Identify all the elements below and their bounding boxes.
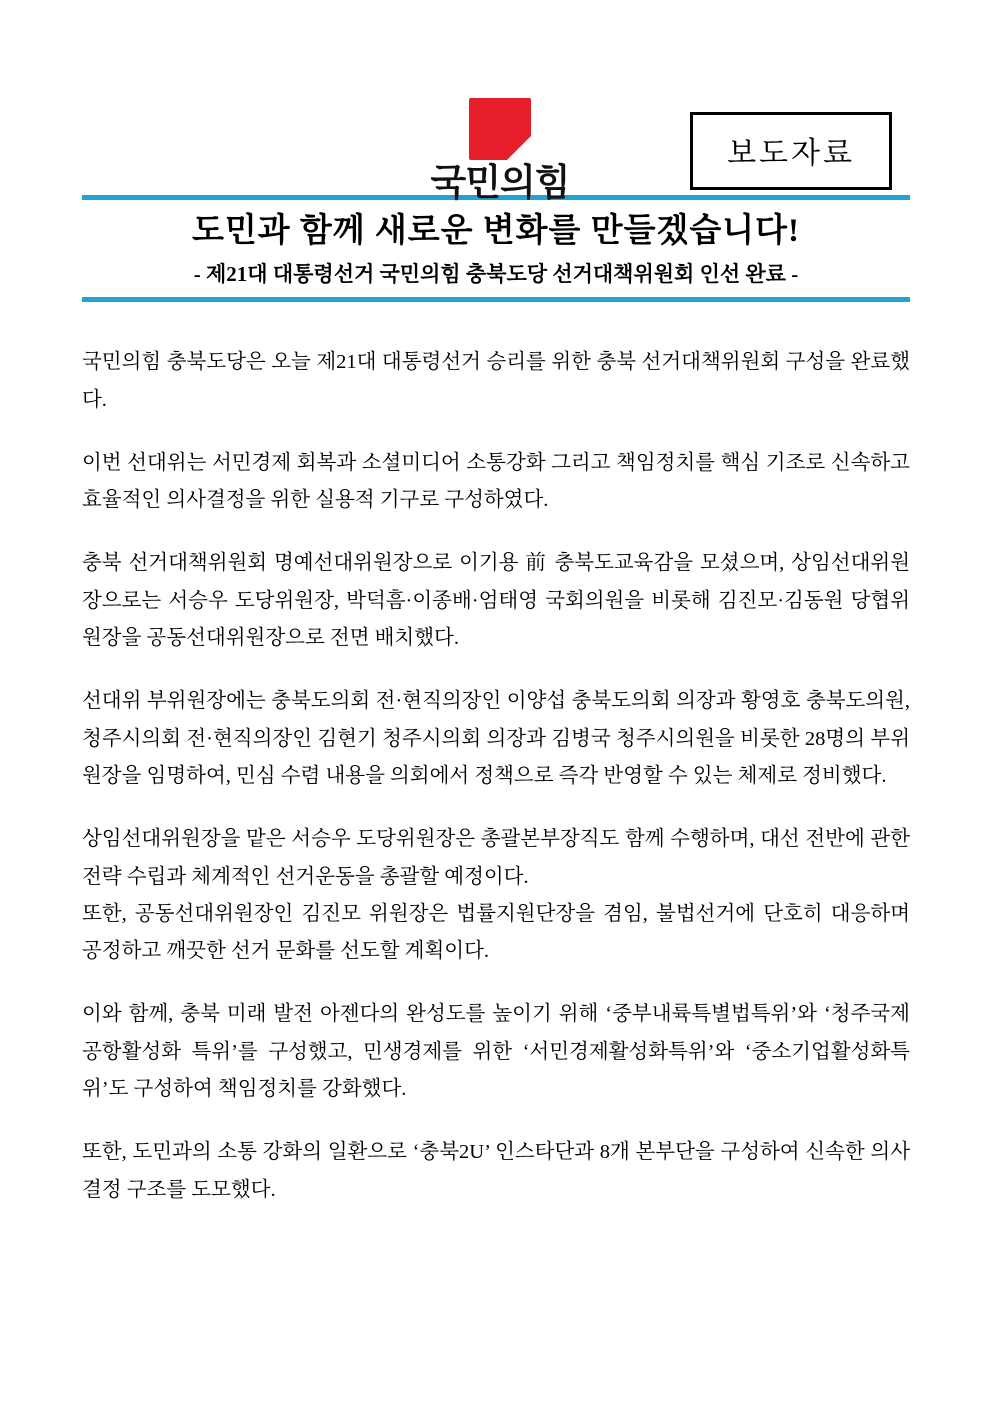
page-subtitle: - 제21대 대통령선거 국민의힘 충북도당 선거대책위원회 인선 완료 - [193,262,799,287]
paragraph-6: 또한, 공동선대위원장인 김진모 위원장은 법률지원단장을 겸임, 불법선거에 단호히 대응하며 공정하고 깨끗한 선거 문화를 선도할 계획이다. [82,902,910,963]
body-copy [82,344,910,1209]
party-logo [420,98,580,203]
party-logo-text: 국민의힘 [430,162,570,203]
paragraph-4: 선대위 부위원장에는 충북도의회 전·현직의장인 이양섭 충북도의회 의장과 황영호 충북도의원, 청주시의회 전·현직의장인 김현기 청주시의회 의장과 김병국 청주시의원을 비롯한 28명의 부위원장을 임명하여, 민심 수렴 내용을 의회에서 정책으로 즉각 반영할 수 있는 체제로 정비했다. [82,690,910,787]
paragraph-5: 상임선대위원장을 맡은 서승우 도당위원장은 총괄본부장직도 함께 수행하며, 대선 전반에 관한 전략 수립과 체계적인 선거운동을 총괄할 예정이다. [82,828,910,888]
page-title: 도민과 함께 새로운 변화를 만들겠습니다! [192,213,800,249]
paragraph-2: 이번 선대위는 서민경제 회복과 소셜미디어 소통강화 그리고 책임정치를 핵심 기조로 신속하고 효율적인 의사결정을 위한 실용적 기구로 구성하였다. [82,451,910,512]
paragraph-7: 이와 함께, 충북 미래 발전 아젠다의 완성도를 높이기 위해 ‘중부내륙특별법특위’와 ‘청주국제공항활성화 특위’를 구성했고, 민생경제를 위한 ‘서민경제활성화특위’와 ‘중소기업활성화특위’도 구성하여 책임정치를 강화했다. [82,1003,910,1100]
paragraph-8: 또한, 도민과의 소통 강화의 일환으로 ‘충북2U’ 인스타단과 8개 본부단을 구성하여 신속한 의사결정 구조를 도모했다. [82,1141,910,1201]
paragraph-1: 국민의힘 충북도당은 오늘 제21대 대통령선거 승리를 위한 충북 선거대책위원회 구성을 완료했다. [82,351,910,411]
title-band [82,195,910,302]
ppp-logo-mark-icon [469,98,531,160]
press-release-badge: 보도자료 [690,112,892,190]
document-header [0,0,992,203]
paragraph-3: 충북 선거대책위원회 명예선대위원장으로 이기용 前 충북도교육감을 모셨으며, 상임선대위원장으로는 서승우 도당위원장, 박덕흠·이종배·엄태영 국회의원을 비롯해 김진모·김동원 당협위원장을 공동선대위원장으로 전면 배치했다. [82,552,910,650]
